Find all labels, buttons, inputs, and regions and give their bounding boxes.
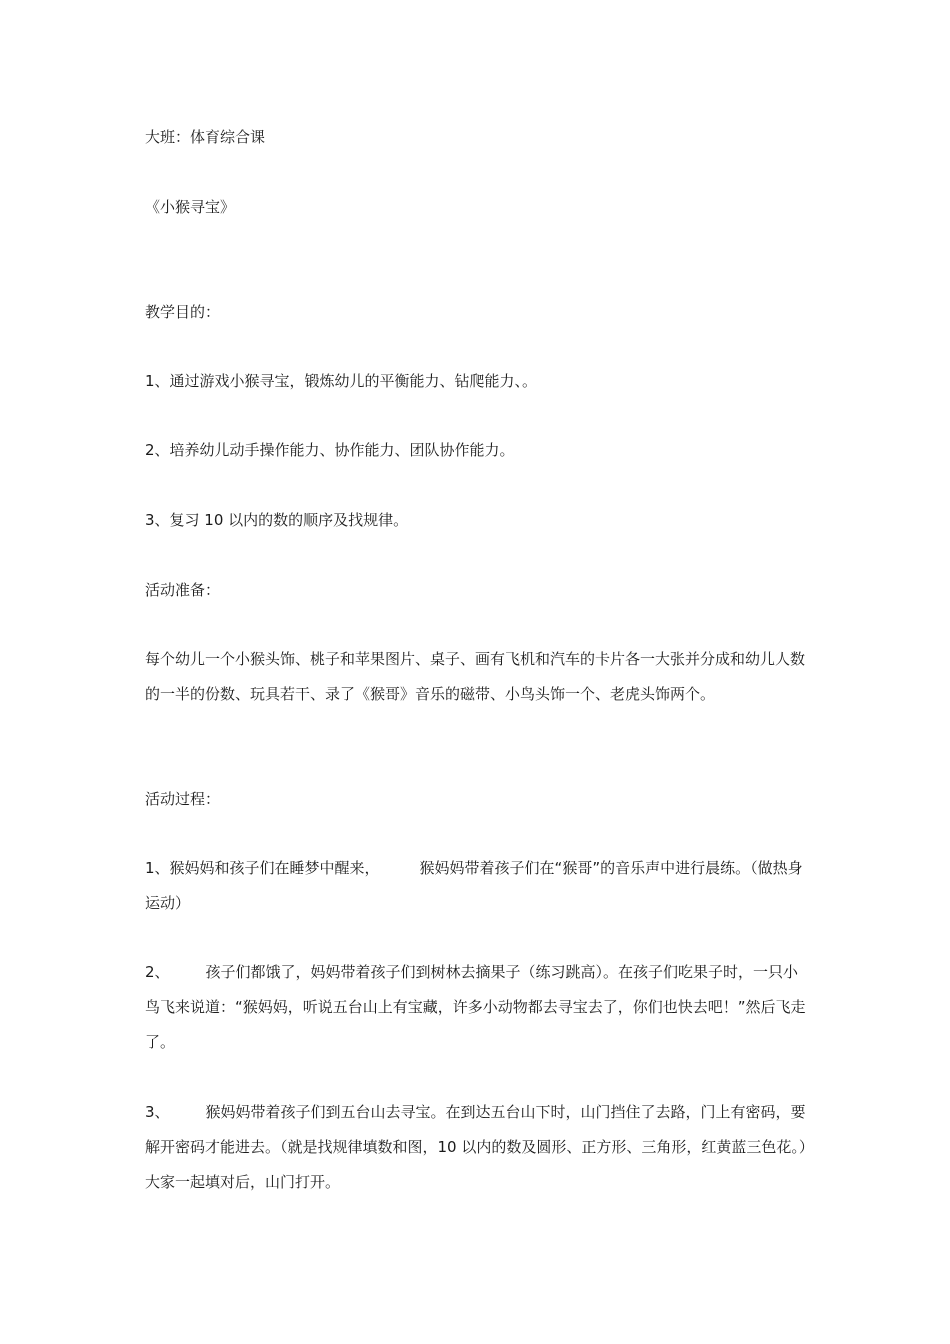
process-step: [145, 851, 810, 921]
process-step-text: 猴妈妈带着孩子们在“猴哥”的音乐声中进行晨练。（做热身运动）: [145, 859, 803, 912]
process-step-number: 1、猴妈妈和孩子们在睡梦中醒来，: [145, 859, 380, 877]
objective-item: 1、通过游戏小猴寻宝，锻炼幼儿的平衡能力、钻爬能力、。: [145, 372, 538, 390]
process-step-number: 2、: [145, 963, 170, 981]
process-step: [145, 1095, 810, 1200]
preparation-text: 每个幼儿一个小猴头饰、桃子和苹果图片、桌子、画有飞机和汽车的卡片各一大张并分成和幼儿人数的一半的份数、玩具若干、录了《猴哥》音乐的磁带、小鸟头饰一个、老虎头饰两个。: [145, 650, 806, 703]
preparation-heading: 活动准备：: [145, 581, 221, 599]
objective-item: 2、培养幼儿动手操作能力、协作能力、团队协作能力。: [145, 441, 515, 459]
objectives-heading: 教学目的：: [145, 303, 221, 321]
process-heading: 活动过程：: [145, 790, 221, 808]
process-step-text: 孩子们都饿了，妈妈带着孩子们到树林去摘果子（练习跳高）。在孩子们吃果子时，一只小鸟飞来说道：“猴妈妈，听说五台山上有宝藏，许多小动物都去寻宝去了，你们也快去吧！”然后飞走了。: [145, 963, 806, 1051]
class-title: 大班：体育综合课: [145, 128, 266, 146]
lesson-title: 《小猴寻宝》: [145, 198, 236, 216]
process-step-text: 猴妈妈带着孩子们到五台山去寻宝。在到达五台山下时，山门挡住了去路，门上有密码，要解开密码才能进去。（就是找规律填数和图，10 以内的数及圆形、正方形、三角形，红黄蓝三色花。）大家一起填对后，山门打开。: [145, 1103, 807, 1191]
process-step: [145, 955, 810, 1060]
process-step-number: 3、: [145, 1103, 170, 1121]
objective-item: 3、复习 10 以内的数的顺序及找规律。: [145, 511, 409, 529]
